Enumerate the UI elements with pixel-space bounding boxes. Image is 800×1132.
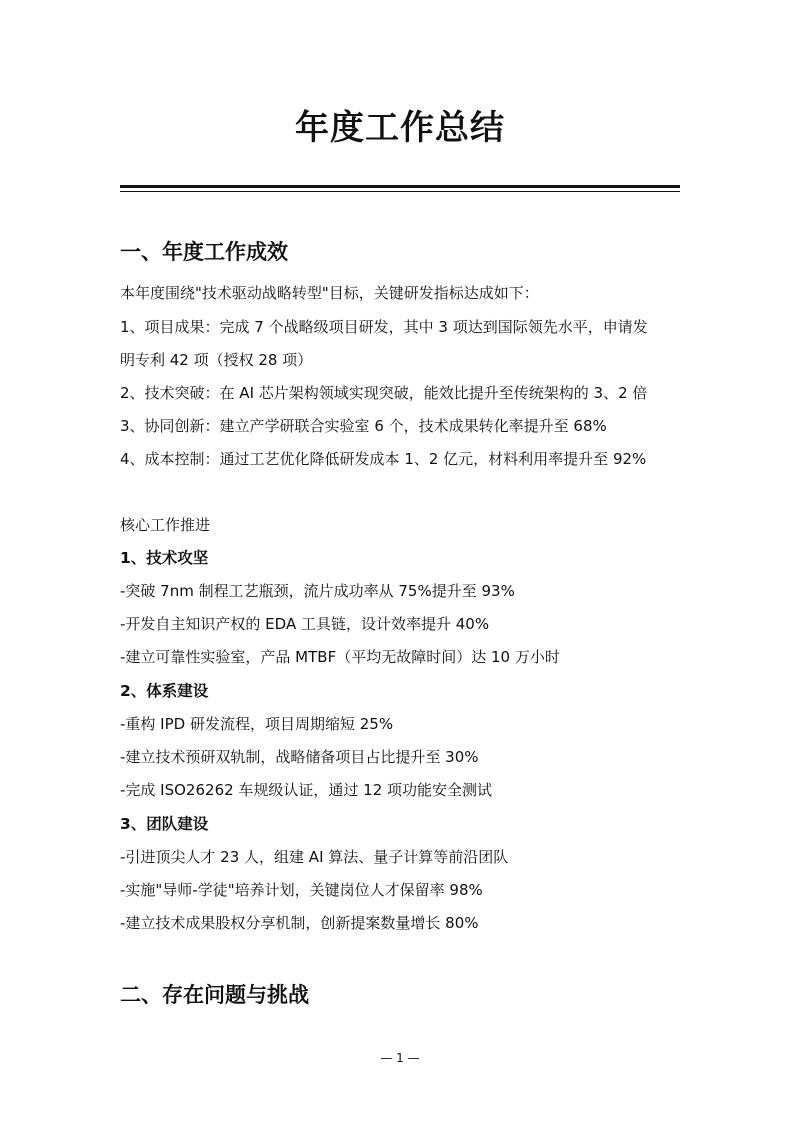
subheading-tech: 1、技术攻坚 [120, 549, 209, 567]
core-work-heading: 核心工作推进 [120, 516, 211, 534]
list-item: -完成 ISO26262 车规级认证，通过 12 项功能安全测试 [120, 781, 493, 799]
achievement-item-2: 2、技术突破：在 AI 芯片架构领域实现突破，能效比提升至传统架构的 3、2 倍 [120, 384, 648, 402]
title-divider-thick [120, 185, 680, 188]
section-heading-achievements: 一、年度工作成效 [120, 240, 288, 264]
achievement-item-1-line-2: 明专利 42 项（授权 28 项） [120, 351, 313, 369]
section-heading-challenges: 二、存在问题与挑战 [120, 983, 309, 1007]
list-item: -开发自主知识产权的 EDA 工具链，设计效率提升 40% [120, 615, 490, 633]
list-item: -建立技术成果股权分享机制，创新提案数量增长 80% [120, 914, 479, 932]
subheading-system: 2、体系建设 [120, 682, 209, 700]
achievement-item-1-line-1: 1、项目成果：完成 7 个战略级项目研发，其中 3 项达到国际领先水平，申请发 [120, 318, 648, 336]
list-item: -建立可靠性实验室，产品 MTBF（平均无故障时间）达 10 万小时 [120, 648, 560, 666]
subheading-team: 3、团队建设 [120, 815, 209, 833]
list-item: -建立技术预研双轨制，战略储备项目占比提升至 30% [120, 748, 479, 766]
page-number: — 1 — [380, 1051, 420, 1065]
achievement-item-4: 4、成本控制：通过工艺优化降低研发成本 1、2 亿元，材料利用率提升至 92% [120, 450, 647, 468]
document-title: 年度工作总结 [295, 108, 505, 148]
achievement-item-3: 3、协同创新：建立产学研联合实验室 6 个，技术成果转化率提升至 68% [120, 417, 607, 435]
list-item: -重构 IPD 研发流程，项目周期缩短 25% [120, 715, 394, 733]
list-item: -实施"导师-学徒"培养计划，关键岗位人才保留率 98% [120, 881, 483, 899]
list-item: -突破 7nm 制程工艺瓶颈，流片成功率从 75%提升至 93% [120, 582, 515, 600]
title-divider-thin [120, 191, 680, 192]
list-item: -引进顶尖人才 23 人，组建 AI 算法、量子计算等前沿团队 [120, 848, 509, 866]
section-intro: 本年度围绕"技术驱动战略转型"目标，关键研发指标达成如下： [120, 284, 539, 302]
